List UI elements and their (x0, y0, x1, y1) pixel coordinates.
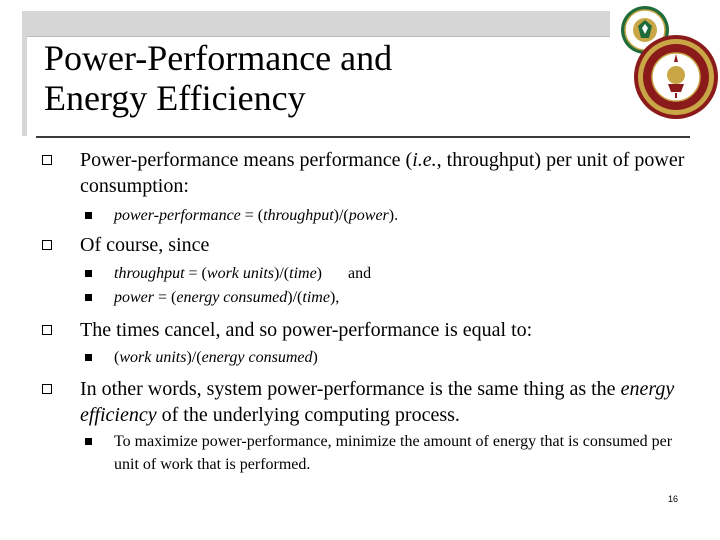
term-work-units: work units (119, 349, 187, 366)
equals-open: = ( (184, 265, 207, 282)
close-paren: ) (312, 349, 318, 366)
bullet-2-1 (114, 262, 684, 285)
equals-open: = ( (240, 207, 264, 224)
term-time: time (302, 289, 330, 306)
close-paren: ) (316, 265, 322, 282)
bullet-1-1 (114, 204, 684, 227)
bullet-4-text-end: of the underlying computing process. (156, 404, 460, 426)
term-time: time (289, 265, 317, 282)
sub-bullet-marker (85, 438, 92, 445)
title-frame-line (27, 36, 610, 37)
bullet-4-1 (114, 430, 674, 476)
bullet-2 (80, 232, 690, 258)
slide-title (44, 38, 392, 118)
title-line-1: Power-Performance and (44, 38, 393, 78)
bullet-marker (42, 155, 52, 165)
division: )/( (186, 349, 202, 366)
open-paren: ( (114, 349, 120, 366)
term-power: power (114, 289, 154, 306)
division: )/( (333, 207, 349, 224)
term-throughput: throughput (114, 265, 185, 282)
term-energy-efficiency: energy efficiency (80, 378, 675, 426)
division: )/( (287, 289, 303, 306)
sub-bullet-marker (85, 294, 92, 301)
bullet-marker (42, 384, 52, 394)
term-energy-consumed: energy consumed (176, 289, 288, 306)
term-throughput: throughput (263, 207, 334, 224)
conjunction-and: and (348, 265, 372, 282)
sub-bullet-marker (85, 212, 92, 219)
close-paren: ), (329, 289, 340, 306)
bullet-4-text: In other words, system power-performance is the same thing as the (80, 378, 621, 400)
bullet-marker (42, 240, 52, 250)
close-paren: ). (388, 207, 399, 224)
bullet-1-text: Power-performance means performance ( (80, 149, 413, 171)
bullet-1-text-end: , throughput) per unit of power consumption: (80, 149, 685, 197)
title-frame-top (22, 11, 610, 36)
term-power: power (348, 207, 389, 224)
bullet-1-emphasis: i.e. (412, 149, 437, 171)
sub-bullet-marker (85, 354, 92, 361)
division: )/( (274, 265, 290, 282)
equals-open: = ( (154, 289, 177, 306)
university-seal-large-icon (632, 32, 720, 122)
title-frame-left (22, 11, 27, 136)
title-divider (36, 136, 690, 138)
bullet-marker (42, 325, 52, 335)
term-work-units: work units (206, 265, 275, 282)
bullet-2-text: Of course, since (80, 234, 210, 256)
bullet-3-1 (114, 346, 684, 369)
bullet-4-1-text: To maximize power-performance, minimize the amount of energy that is consumed per unit of work that is performed. (114, 433, 673, 473)
bullet-3 (80, 317, 690, 343)
bullet-4 (80, 376, 680, 428)
page-number: 16 (667, 494, 678, 504)
term-power-performance: power-performance (114, 207, 241, 224)
bullet-1 (80, 147, 690, 199)
bullet-2-2 (114, 286, 684, 309)
term-energy-consumed: energy consumed (201, 349, 313, 366)
title-line-2: Energy Efficiency (44, 78, 306, 118)
bullet-3-text: The times cancel, and so power-performance is equal to: (80, 319, 533, 341)
sub-bullet-marker (85, 270, 92, 277)
